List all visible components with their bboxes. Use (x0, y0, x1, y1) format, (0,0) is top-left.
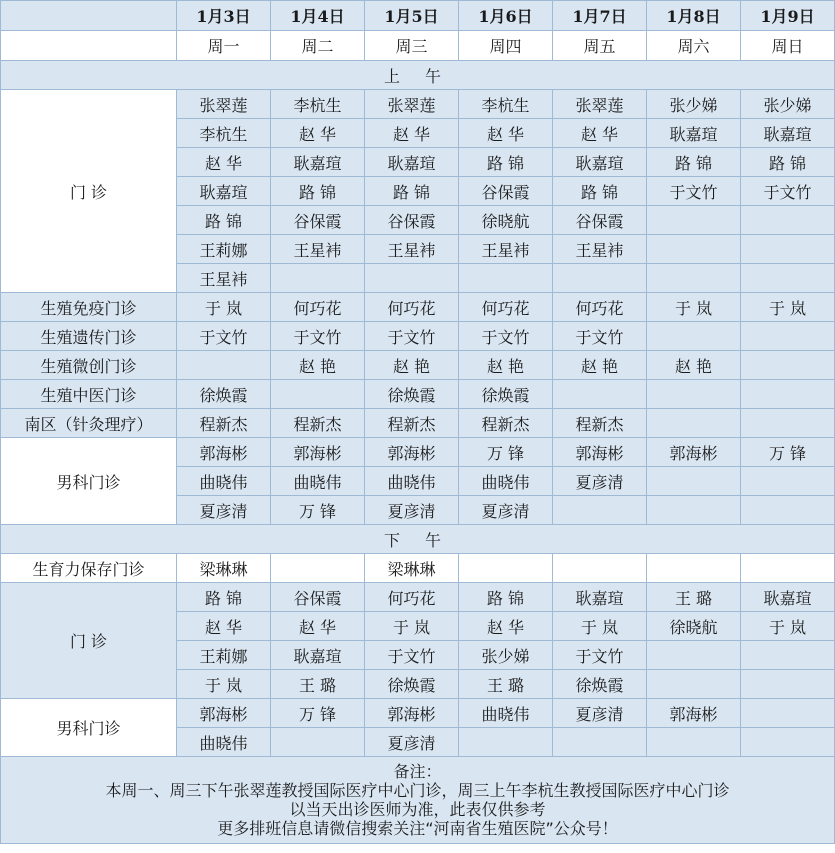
doctor-cell (741, 322, 835, 351)
doctor-cell: 于文竹 (647, 177, 741, 206)
doctor-cell: 赵 艳 (647, 351, 741, 380)
weekday-header: 周一 (177, 31, 271, 61)
doctor-cell (647, 728, 741, 757)
doctor-cell: 梁琳琳 (365, 554, 459, 583)
doctor-cell: 徐焕霞 (459, 380, 553, 409)
doctor-cell (271, 380, 365, 409)
weekday-header: 周六 (647, 31, 741, 61)
section-title-morning: 上 午 (1, 61, 835, 90)
doctor-cell: 郭海彬 (365, 699, 459, 728)
doctor-cell: 李杭生 (271, 90, 365, 119)
category-genetics: 生殖遗传门诊 (1, 322, 177, 351)
date-header: 1月5日 (365, 1, 459, 31)
doctor-cell: 路 锦 (177, 206, 271, 235)
doctor-cell: 何巧花 (271, 293, 365, 322)
doctor-cell: 赵 华 (459, 612, 553, 641)
doctor-cell (741, 206, 835, 235)
category-fertility: 生育力保存门诊 (1, 554, 177, 583)
doctor-cell: 赵 艳 (365, 351, 459, 380)
doctor-cell: 于 岚 (177, 293, 271, 322)
date-header: 1月7日 (553, 1, 647, 31)
doctor-cell: 耿嘉瑄 (741, 583, 835, 612)
doctor-cell: 王莉娜 (177, 641, 271, 670)
doctor-cell (647, 264, 741, 293)
doctor-cell: 路 锦 (647, 148, 741, 177)
doctor-cell (647, 496, 741, 525)
doctor-cell: 夏彦清 (365, 728, 459, 757)
doctor-cell (741, 264, 835, 293)
doctor-cell: 万 锋 (271, 699, 365, 728)
header-corner (1, 31, 177, 61)
doctor-cell: 赵 艳 (553, 351, 647, 380)
doctor-cell: 郭海彬 (365, 438, 459, 467)
doctor-cell: 郭海彬 (177, 438, 271, 467)
doctor-cell: 曲晓伟 (177, 728, 271, 757)
doctor-cell (553, 496, 647, 525)
doctor-cell: 王星袆 (553, 235, 647, 264)
doctor-cell: 张翠莲 (365, 90, 459, 119)
doctor-cell: 谷保霞 (459, 177, 553, 206)
doctor-cell (741, 351, 835, 380)
doctor-cell: 何巧花 (365, 583, 459, 612)
date-header: 1月9日 (741, 1, 835, 31)
category-clinic: 门 诊 (1, 90, 177, 293)
doctor-cell: 李杭生 (177, 119, 271, 148)
doctor-cell: 于 岚 (365, 612, 459, 641)
category-andrology: 男科门诊 (1, 438, 177, 525)
doctor-cell: 于 岚 (553, 612, 647, 641)
doctor-cell: 谷保霞 (271, 206, 365, 235)
doctor-cell: 张少娣 (459, 641, 553, 670)
category-south: 南区（针灸理疗） (1, 409, 177, 438)
weekday-header: 周五 (553, 31, 647, 61)
doctor-cell: 万 锋 (459, 438, 553, 467)
note-line: 以当天出诊医师为准，此表仅供参考 (289, 800, 546, 819)
doctor-cell: 张少娣 (647, 90, 741, 119)
doctor-cell: 谷保霞 (271, 583, 365, 612)
doctor-cell: 郭海彬 (647, 699, 741, 728)
doctor-cell (647, 467, 741, 496)
doctor-cell (647, 670, 741, 699)
weekday-header: 周四 (459, 31, 553, 61)
doctor-cell: 路 锦 (365, 177, 459, 206)
category-immunology: 生殖免疫门诊 (1, 293, 177, 322)
doctor-cell: 于 岚 (177, 670, 271, 699)
doctor-cell: 赵 华 (177, 148, 271, 177)
doctor-cell (271, 554, 365, 583)
doctor-cell (741, 409, 835, 438)
doctor-cell: 于文竹 (553, 322, 647, 351)
doctor-cell: 赵 华 (459, 119, 553, 148)
doctor-cell: 耿嘉瑄 (741, 119, 835, 148)
doctor-cell: 万 锋 (741, 438, 835, 467)
category-clinic: 门 诊 (1, 583, 177, 699)
doctor-cell (647, 206, 741, 235)
doctor-cell: 耿嘉瑄 (553, 583, 647, 612)
doctor-cell: 路 锦 (459, 148, 553, 177)
doctor-cell (741, 641, 835, 670)
doctor-cell: 路 锦 (271, 177, 365, 206)
header-corner (1, 1, 177, 31)
doctor-cell: 李杭生 (459, 90, 553, 119)
doctor-cell: 张翠莲 (177, 90, 271, 119)
doctor-cell: 徐焕霞 (365, 670, 459, 699)
doctor-cell: 万 锋 (271, 496, 365, 525)
date-header: 1月4日 (271, 1, 365, 31)
doctor-cell: 王莉娜 (177, 235, 271, 264)
doctor-cell: 于文竹 (459, 322, 553, 351)
doctor-cell (459, 264, 553, 293)
doctor-cell: 谷保霞 (365, 206, 459, 235)
doctor-cell: 曲晓伟 (459, 467, 553, 496)
doctor-cell (741, 467, 835, 496)
doctor-cell: 于文竹 (741, 177, 835, 206)
date-header: 1月8日 (647, 1, 741, 31)
doctor-cell: 张翠莲 (553, 90, 647, 119)
doctor-cell: 于文竹 (365, 322, 459, 351)
doctor-cell: 曲晓伟 (177, 467, 271, 496)
doctor-cell (365, 264, 459, 293)
doctor-cell: 耿嘉瑄 (365, 148, 459, 177)
doctor-cell: 路 锦 (177, 583, 271, 612)
doctor-cell (553, 264, 647, 293)
doctor-cell: 耿嘉瑄 (271, 641, 365, 670)
doctor-cell (647, 380, 741, 409)
doctor-cell: 路 锦 (459, 583, 553, 612)
weekday-header: 周日 (741, 31, 835, 61)
doctor-cell: 曲晓伟 (459, 699, 553, 728)
doctor-cell: 赵 华 (365, 119, 459, 148)
doctor-cell: 路 锦 (741, 148, 835, 177)
doctor-cell (647, 322, 741, 351)
doctor-cell: 徐焕霞 (177, 380, 271, 409)
doctor-cell (459, 728, 553, 757)
doctor-cell: 谷保霞 (553, 206, 647, 235)
doctor-cell (553, 728, 647, 757)
doctor-cell (741, 380, 835, 409)
category-minimally-invasive: 生殖微创门诊 (1, 351, 177, 380)
doctor-cell (553, 380, 647, 409)
doctor-cell: 程新杰 (553, 409, 647, 438)
doctor-cell: 曲晓伟 (271, 467, 365, 496)
doctor-cell: 耿嘉瑄 (553, 148, 647, 177)
note-line: 更多排班信息请微信搜索关注“河南省生殖医院”公众号！ (217, 819, 618, 838)
doctor-cell: 夏彦清 (459, 496, 553, 525)
doctor-cell: 赵 艳 (271, 351, 365, 380)
doctor-cell: 郭海彬 (553, 438, 647, 467)
doctor-cell: 徐晓航 (459, 206, 553, 235)
doctor-cell: 何巧花 (459, 293, 553, 322)
weekday-header: 周二 (271, 31, 365, 61)
category-andrology: 男科门诊 (1, 699, 177, 757)
doctor-cell: 徐晓航 (647, 612, 741, 641)
doctor-cell: 于 岚 (741, 612, 835, 641)
doctor-cell: 赵 华 (271, 612, 365, 641)
note-line: 本周一、周三下午张翠莲教授国际医疗中心门诊，周三上午李杭生教授国际医疗中心门诊 (105, 781, 730, 800)
doctor-cell: 王星袆 (459, 235, 553, 264)
doctor-cell: 王星袆 (271, 235, 365, 264)
doctor-cell: 程新杰 (271, 409, 365, 438)
doctor-cell: 于 岚 (647, 293, 741, 322)
weekday-header: 周三 (365, 31, 459, 61)
doctor-cell (647, 409, 741, 438)
doctor-cell (553, 554, 647, 583)
doctor-cell (741, 699, 835, 728)
doctor-cell (271, 264, 365, 293)
doctor-cell: 王星袆 (177, 264, 271, 293)
doctor-cell (741, 728, 835, 757)
date-header: 1月3日 (177, 1, 271, 31)
doctor-cell: 张少娣 (741, 90, 835, 119)
doctor-cell: 于文竹 (271, 322, 365, 351)
doctor-cell: 耿嘉瑄 (647, 119, 741, 148)
doctor-cell: 徐焕霞 (365, 380, 459, 409)
doctor-cell (271, 728, 365, 757)
doctor-cell: 夏彦清 (553, 699, 647, 728)
doctor-cell (647, 554, 741, 583)
doctor-cell: 王 璐 (271, 670, 365, 699)
doctor-cell: 耿嘉瑄 (271, 148, 365, 177)
date-header: 1月6日 (459, 1, 553, 31)
notes-box (1, 757, 835, 844)
doctor-cell: 王星袆 (365, 235, 459, 264)
note-line: 备注： (393, 762, 442, 781)
doctor-cell (741, 554, 835, 583)
doctor-cell: 赵 华 (271, 119, 365, 148)
doctor-cell: 郭海彬 (647, 438, 741, 467)
doctor-cell: 曲晓伟 (365, 467, 459, 496)
doctor-cell (647, 641, 741, 670)
doctor-cell: 夏彦清 (365, 496, 459, 525)
doctor-cell: 于文竹 (365, 641, 459, 670)
doctor-cell: 何巧花 (365, 293, 459, 322)
doctor-cell: 于 岚 (741, 293, 835, 322)
doctor-cell: 夏彦清 (553, 467, 647, 496)
doctor-cell (741, 496, 835, 525)
doctor-cell: 于文竹 (553, 641, 647, 670)
doctor-cell: 路 锦 (553, 177, 647, 206)
doctor-cell: 赵 华 (553, 119, 647, 148)
doctor-cell: 于文竹 (177, 322, 271, 351)
doctor-cell: 程新杰 (459, 409, 553, 438)
doctor-cell: 耿嘉瑄 (177, 177, 271, 206)
doctor-cell: 赵 华 (177, 612, 271, 641)
doctor-cell: 郭海彬 (271, 438, 365, 467)
doctor-cell: 王 璐 (647, 583, 741, 612)
doctor-cell (741, 235, 835, 264)
section-title-afternoon: 下 午 (1, 525, 835, 554)
doctor-cell: 梁琳琳 (177, 554, 271, 583)
doctor-cell (459, 554, 553, 583)
doctor-cell: 王 璐 (459, 670, 553, 699)
doctor-cell: 何巧花 (553, 293, 647, 322)
category-tcm: 生殖中医门诊 (1, 380, 177, 409)
doctor-cell: 程新杰 (365, 409, 459, 438)
doctor-cell: 赵 艳 (459, 351, 553, 380)
doctor-cell: 夏彦清 (177, 496, 271, 525)
doctor-cell (177, 351, 271, 380)
doctor-cell: 徐焕霞 (553, 670, 647, 699)
doctor-cell: 程新杰 (177, 409, 271, 438)
doctor-cell (647, 235, 741, 264)
doctor-cell (741, 670, 835, 699)
doctor-cell: 郭海彬 (177, 699, 271, 728)
